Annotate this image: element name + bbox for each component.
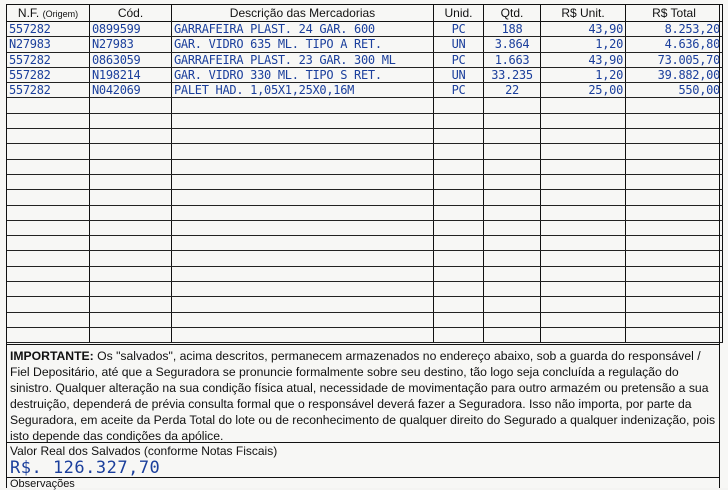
empty-cell xyxy=(626,327,723,342)
table-body xyxy=(7,22,723,343)
empty-cell xyxy=(434,266,484,281)
cell-description: GARRAFEIRA PLAST. 23 GAR. 300 ML xyxy=(172,52,434,67)
cell-unit-price: 1,20 xyxy=(541,37,626,52)
empty-cell xyxy=(90,236,172,251)
header-cod: Cód. xyxy=(90,5,172,22)
empty-cell xyxy=(172,144,434,159)
header-quantity: Qtd. xyxy=(484,5,541,22)
table-row xyxy=(7,67,723,82)
empty-table-row xyxy=(7,190,723,205)
table-header-row xyxy=(7,5,723,22)
empty-table-row xyxy=(7,266,723,281)
empty-cell xyxy=(90,282,172,297)
empty-table-row xyxy=(7,174,723,189)
empty-cell xyxy=(172,251,434,266)
empty-cell xyxy=(541,205,626,220)
cell-description: GAR. VIDRO 330 ML. TIPO S RET. xyxy=(172,67,434,82)
empty-cell xyxy=(484,266,541,281)
cell-unit-price: 25,00 xyxy=(541,83,626,98)
empty-cell xyxy=(434,174,484,189)
empty-cell xyxy=(484,220,541,235)
empty-cell xyxy=(484,282,541,297)
empty-cell xyxy=(541,251,626,266)
empty-cell xyxy=(626,312,723,327)
empty-cell xyxy=(484,190,541,205)
merchandise-table xyxy=(6,4,723,343)
empty-cell xyxy=(90,144,172,159)
empty-cell xyxy=(434,113,484,128)
header-total-price: R$ Total xyxy=(626,5,723,22)
empty-cell xyxy=(626,98,723,113)
empty-cell xyxy=(172,190,434,205)
empty-cell xyxy=(90,113,172,128)
empty-cell xyxy=(90,190,172,205)
empty-cell xyxy=(541,297,626,312)
table-row xyxy=(7,22,723,37)
empty-cell xyxy=(626,190,723,205)
observations-section xyxy=(6,477,720,490)
empty-cell xyxy=(7,312,90,327)
cell-total-price: 550,00 xyxy=(626,83,723,98)
important-notice xyxy=(6,344,720,444)
table-row xyxy=(7,83,723,98)
empty-cell xyxy=(541,220,626,235)
empty-cell xyxy=(434,98,484,113)
cell-unit-price: 43,90 xyxy=(541,52,626,67)
empty-cell xyxy=(7,129,90,144)
empty-cell xyxy=(90,312,172,327)
empty-cell xyxy=(7,113,90,128)
salvage-value: R$. 126.327,70 xyxy=(10,458,161,478)
empty-cell xyxy=(434,205,484,220)
header-unit-price: R$ Unit. xyxy=(541,5,626,22)
empty-cell xyxy=(541,129,626,144)
salvage-value-label: Valor Real dos Salvados (conforme Notas Fiscais) xyxy=(10,444,278,458)
empty-cell xyxy=(172,174,434,189)
empty-cell xyxy=(434,190,484,205)
cell-nf: N27983 xyxy=(7,37,90,52)
cell-nf: 557282 xyxy=(7,52,90,67)
empty-cell xyxy=(172,205,434,220)
empty-table-row xyxy=(7,251,723,266)
header-description: Descrição das Mercadorias xyxy=(172,5,434,22)
empty-cell xyxy=(7,190,90,205)
cell-code: N042069 xyxy=(90,83,172,98)
empty-cell xyxy=(626,129,723,144)
observations-label: Observações xyxy=(10,478,75,490)
cell-description: GARRAFEIRA PLAST. 24 GAR. 600 xyxy=(172,22,434,37)
empty-cell xyxy=(90,220,172,235)
cell-quantity: 1.663 xyxy=(484,52,541,67)
empty-cell xyxy=(626,251,723,266)
cell-quantity: 22 xyxy=(484,83,541,98)
empty-cell xyxy=(626,144,723,159)
empty-cell xyxy=(541,174,626,189)
empty-cell xyxy=(626,174,723,189)
cell-code: N198214 xyxy=(90,67,172,82)
empty-table-row xyxy=(7,297,723,312)
cell-code: 0899599 xyxy=(90,22,172,37)
cell-unit-type: UN xyxy=(434,67,484,82)
cell-quantity: 33.235 xyxy=(484,67,541,82)
header-unit-type: Unid. xyxy=(434,5,484,22)
empty-cell xyxy=(434,220,484,235)
empty-table-row xyxy=(7,327,723,342)
empty-cell xyxy=(172,266,434,281)
empty-cell xyxy=(172,312,434,327)
empty-cell xyxy=(541,144,626,159)
cell-unit-type: PC xyxy=(434,83,484,98)
cell-quantity: 3.864 xyxy=(484,37,541,52)
empty-cell xyxy=(7,144,90,159)
empty-cell xyxy=(484,113,541,128)
empty-cell xyxy=(90,159,172,174)
empty-cell xyxy=(626,282,723,297)
empty-cell xyxy=(172,129,434,144)
empty-table-row xyxy=(7,159,723,174)
cell-total-price: 4.636,80 xyxy=(626,37,723,52)
empty-cell xyxy=(434,236,484,251)
empty-cell xyxy=(484,98,541,113)
cell-code: N27983 xyxy=(90,37,172,52)
empty-cell xyxy=(434,129,484,144)
cell-quantity: 188 xyxy=(484,22,541,37)
empty-cell xyxy=(541,282,626,297)
table-row xyxy=(7,37,723,52)
empty-cell xyxy=(626,220,723,235)
cell-nf: 557282 xyxy=(7,67,90,82)
cell-nf: 557282 xyxy=(7,83,90,98)
empty-cell xyxy=(626,159,723,174)
empty-cell xyxy=(7,282,90,297)
empty-cell xyxy=(172,327,434,342)
empty-cell xyxy=(484,236,541,251)
cell-unit-type: UN xyxy=(434,37,484,52)
empty-cell xyxy=(7,174,90,189)
empty-table-row xyxy=(7,312,723,327)
empty-cell xyxy=(626,113,723,128)
empty-cell xyxy=(7,159,90,174)
empty-cell xyxy=(434,282,484,297)
empty-table-row xyxy=(7,236,723,251)
empty-cell xyxy=(626,205,723,220)
empty-cell xyxy=(484,312,541,327)
empty-cell xyxy=(626,297,723,312)
empty-cell xyxy=(7,297,90,312)
cell-unit-price: 43,90 xyxy=(541,22,626,37)
empty-table-row xyxy=(7,98,723,113)
cell-description: PALET HAD. 1,05X1,25X0,16M xyxy=(172,83,434,98)
empty-cell xyxy=(484,174,541,189)
cell-unit-type: PC xyxy=(434,22,484,37)
empty-cell xyxy=(172,98,434,113)
empty-cell xyxy=(434,327,484,342)
empty-cell xyxy=(172,236,434,251)
header-nf: N.F. (Origem) xyxy=(7,5,90,22)
empty-cell xyxy=(90,174,172,189)
empty-cell xyxy=(90,327,172,342)
empty-cell xyxy=(7,220,90,235)
empty-cell xyxy=(626,236,723,251)
notice-label: IMPORTANTE: xyxy=(10,349,94,363)
empty-cell xyxy=(434,297,484,312)
empty-cell xyxy=(7,236,90,251)
empty-cell xyxy=(541,327,626,342)
empty-table-row xyxy=(7,144,723,159)
empty-cell xyxy=(541,266,626,281)
empty-cell xyxy=(541,236,626,251)
empty-cell xyxy=(7,98,90,113)
table-row xyxy=(7,52,723,67)
empty-cell xyxy=(7,266,90,281)
cell-unit-type: PC xyxy=(434,52,484,67)
empty-cell xyxy=(434,159,484,174)
empty-cell xyxy=(7,251,90,266)
empty-cell xyxy=(90,297,172,312)
cell-code: 0863059 xyxy=(90,52,172,67)
empty-cell xyxy=(90,129,172,144)
empty-table-row xyxy=(7,129,723,144)
empty-cell xyxy=(7,327,90,342)
cell-total-price: 73.005,70 xyxy=(626,52,723,67)
notice-text: Os "salvados", acima descritos, permanecem armazenados no endereço abaixo, sob a guarda do responsável / Fiel Depositário, até que a Seguradora se pronuncie formalmente sobre seu destino, tão logo seja concluída a regulação do sinistro. Qualquer alteração na sua condição física atual, necessidade de movimentação para outro armazém ou pretensão a sua destruição, dependerá de prévia consulta formal que o responsável deverá fazer a Seguradora. Isso não importa, por parte da Seguradora, em aceite da Perda Total do lote ou de reconhecimento de qualquer direito do Segurado a qualquer indenização, pois isto depende das condições da apólice. xyxy=(10,349,716,443)
cell-total-price: 39.882,00 xyxy=(626,67,723,82)
empty-cell xyxy=(172,282,434,297)
cell-total-price: 8.253,20 xyxy=(626,22,723,37)
empty-cell xyxy=(484,144,541,159)
header-nf-origin: (Origem) xyxy=(42,9,79,19)
empty-cell xyxy=(541,98,626,113)
cell-nf: 557282 xyxy=(7,22,90,37)
empty-cell xyxy=(484,159,541,174)
empty-table-row xyxy=(7,113,723,128)
empty-cell xyxy=(541,113,626,128)
empty-cell xyxy=(484,251,541,266)
empty-cell xyxy=(434,312,484,327)
empty-cell xyxy=(434,144,484,159)
empty-cell xyxy=(541,159,626,174)
empty-table-row xyxy=(7,205,723,220)
empty-cell xyxy=(541,190,626,205)
empty-cell xyxy=(434,251,484,266)
empty-cell xyxy=(626,266,723,281)
empty-cell xyxy=(7,205,90,220)
empty-cell xyxy=(90,98,172,113)
empty-cell xyxy=(484,205,541,220)
empty-cell xyxy=(90,205,172,220)
empty-cell xyxy=(172,159,434,174)
empty-cell xyxy=(541,312,626,327)
empty-table-row xyxy=(7,282,723,297)
empty-cell xyxy=(172,220,434,235)
empty-cell xyxy=(484,327,541,342)
cell-description: GAR. VIDRO 635 ML. TIPO A RET. xyxy=(172,37,434,52)
cell-unit-price: 1,20 xyxy=(541,67,626,82)
empty-cell xyxy=(484,129,541,144)
empty-cell xyxy=(90,251,172,266)
salvage-value-section xyxy=(6,442,720,479)
empty-cell xyxy=(90,266,172,281)
empty-table-row xyxy=(7,220,723,235)
empty-cell xyxy=(484,297,541,312)
empty-cell xyxy=(172,113,434,128)
empty-cell xyxy=(172,297,434,312)
